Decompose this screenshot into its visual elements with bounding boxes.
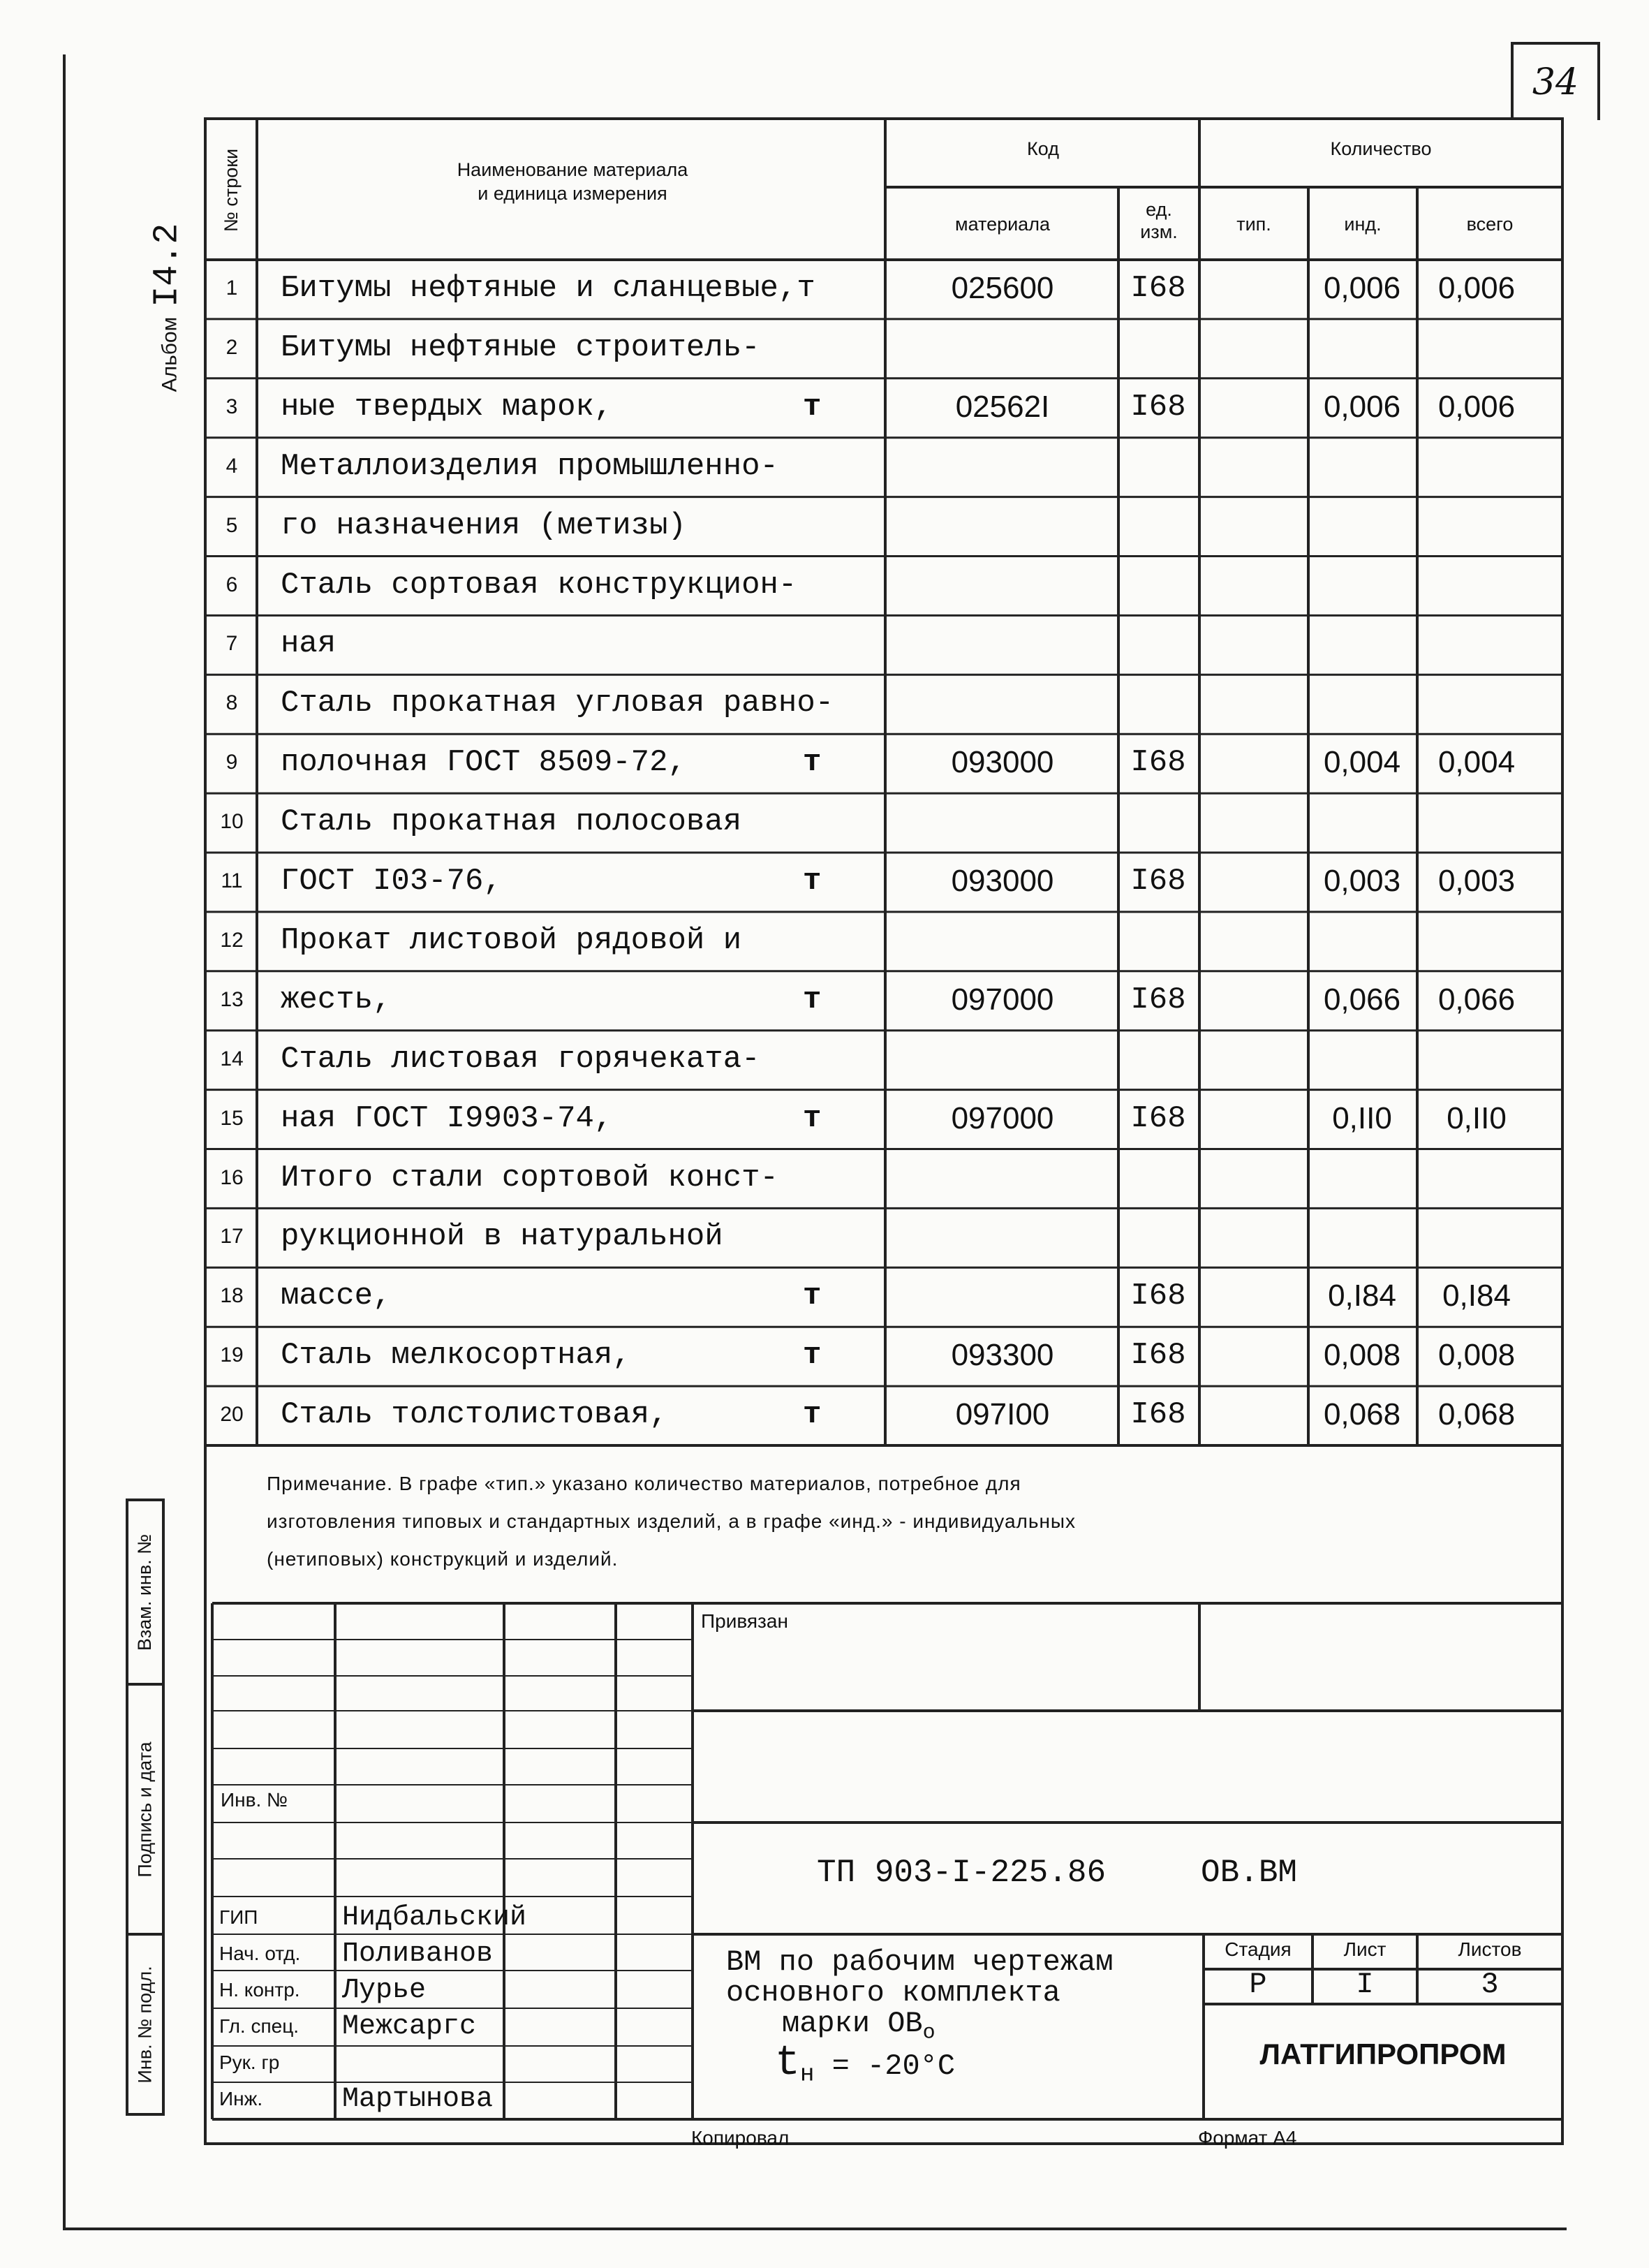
material-name: Битумы нефтяные и сланцевые,т [281, 271, 815, 306]
material-name: Сталь листовая горячеката- [281, 1041, 760, 1077]
material-unit: т [803, 982, 822, 1017]
staff-role: Гл. спец. [219, 2015, 300, 2037]
material-name: полочная ГОСТ 8509-72, [281, 745, 686, 781]
qty-ind: 0,006 [1323, 271, 1401, 305]
material-unit: т [803, 1279, 822, 1314]
material-code: 097000 [951, 1100, 1054, 1135]
qty-total: 0,004 [1437, 745, 1516, 780]
material-name: жесть, [281, 982, 392, 1017]
stamp-temp-symbol: t [775, 2040, 801, 2088]
row-number: 1 [225, 277, 238, 300]
side-label-vzam: Взам. инв. № [134, 1533, 156, 1651]
header-code-material: материала [955, 214, 1050, 235]
note-line-3: (нетиповых) конструкций и изделий. [267, 1548, 619, 1570]
qty-total: 0,I84 [1442, 1279, 1511, 1313]
qty-ind: 0,066 [1323, 982, 1401, 1017]
qty-ind: 0,006 [1323, 389, 1401, 424]
material-unit: т [803, 1338, 822, 1374]
material-name: Битумы нефтяные строитель- [281, 330, 760, 365]
qty-total: 0,003 [1437, 864, 1516, 898]
qty-ind: 0,008 [1323, 1338, 1401, 1373]
material-code: 093000 [951, 864, 1054, 898]
staff-role: ГИП [219, 1906, 258, 1928]
row-number: 17 [220, 1225, 244, 1249]
material-name: Сталь сортовая конструкцион- [281, 567, 797, 603]
material-code: 093300 [951, 1338, 1054, 1373]
stamp-sheets-label: Листов [1458, 1938, 1522, 1960]
footer-copied: Копировал [691, 2127, 790, 2149]
material-unit: т [803, 745, 822, 781]
row-number: 2 [225, 335, 238, 359]
stamp-sheets: 3 [1481, 1968, 1499, 2001]
unit-code: I68 [1130, 389, 1186, 425]
side-label-inv-podl: Инв. № подл. [134, 1965, 156, 2084]
header-qty-total: всего [1466, 214, 1514, 235]
note-line-1: Примечание. В графе «тип.» указано количество материалов, потребное для [267, 1473, 1021, 1494]
qty-ind: 0,068 [1323, 1397, 1401, 1432]
qty-total: 0,006 [1437, 271, 1516, 305]
header-name: Наименование материала и единица измерения [457, 159, 688, 204]
row-number: 7 [225, 632, 238, 656]
qty-total: 0,068 [1437, 1397, 1516, 1432]
material-name: Сталь прокатная полосовая [281, 804, 742, 840]
stamp-temp-value: = -20°С [814, 2049, 956, 2084]
row-number: 18 [220, 1284, 244, 1308]
stamp-title-sub: о [922, 2021, 936, 2045]
row-number: 8 [225, 691, 238, 715]
row-number: 11 [221, 869, 243, 892]
material-name: Сталь толстолистовая, [281, 1397, 668, 1433]
qty-total: 0,006 [1437, 389, 1516, 424]
row-number: 9 [225, 751, 238, 774]
header-qty-ind: инд. [1344, 214, 1382, 235]
page-number: 34 [1511, 42, 1600, 120]
note-line-2: изготовления типовых и стандартных изделий, а в графе «инд.» - индивидуальных [267, 1510, 1077, 1532]
stamp-sheet-label: Лист [1343, 1938, 1387, 1960]
row-number: 6 [225, 573, 238, 596]
stamp-sheet: I [1356, 1968, 1374, 2001]
material-name: Сталь прокатная угловая равно- [281, 686, 834, 721]
qty-total: 0,066 [1437, 982, 1516, 1017]
material-unit: т [803, 1397, 822, 1433]
material-code: 097000 [951, 982, 1054, 1017]
side-label-podpis: Подпись и дата [134, 1741, 156, 1878]
qty-ind: 0,II0 [1332, 1100, 1392, 1135]
header-qty-typ: тип. [1236, 214, 1271, 235]
qty-ind: 0,004 [1323, 745, 1401, 780]
material-name: ная [281, 626, 337, 662]
material-name: го назначения (метизы) [281, 508, 686, 543]
unit-code: I68 [1130, 1338, 1186, 1374]
row-number: 20 [220, 1403, 244, 1427]
material-name: массе, [281, 1279, 392, 1314]
row-number: 15 [220, 1106, 244, 1130]
stamp-privyazan: Привязан [701, 1610, 788, 1632]
stamp-title-line-2: основного комплекта [726, 1976, 1060, 2010]
header-code-group: Код [1027, 138, 1059, 159]
staff-role: Инж. [219, 2088, 263, 2109]
row-number: 16 [220, 1165, 244, 1189]
qty-ind: 0,003 [1323, 864, 1401, 898]
stamp-stage: Р [1249, 1968, 1267, 2001]
stamp-temp-sub: н [800, 2061, 815, 2089]
unit-code: I68 [1130, 864, 1186, 899]
stamp-stage-label: Стадия [1225, 1938, 1292, 1960]
row-number: 12 [220, 928, 244, 952]
row-number: 5 [225, 513, 238, 537]
footer-format: Формат А4 [1198, 2127, 1297, 2149]
staff-person: Нидбальский [342, 1902, 527, 1934]
staff-role: Н. контр. [219, 1979, 300, 2001]
row-number: 19 [220, 1343, 244, 1367]
material-unit: т [803, 1100, 822, 1136]
album-caption: Альбом [158, 316, 182, 392]
unit-code: I68 [1130, 1100, 1186, 1136]
row-number: 4 [225, 454, 238, 478]
material-unit: т [803, 389, 822, 425]
row-number: 14 [220, 1047, 244, 1070]
row-number: 3 [225, 395, 238, 418]
material-name: Итого стали сортовой конст- [281, 1160, 778, 1195]
unit-code: I68 [1130, 745, 1186, 781]
material-code: 02562I [955, 389, 1050, 424]
staff-person: Поливанов [342, 1938, 494, 1970]
qty-total: 0,008 [1437, 1338, 1516, 1373]
stamp-doc-code: ТП 903-I-225.86 [817, 1855, 1107, 1891]
stamp-inv-no: Инв. № [221, 1789, 288, 1811]
stamp-doc-mark: ОВ.ВМ [1201, 1855, 1298, 1891]
table-note [267, 1465, 1509, 1578]
unit-code: I68 [1130, 982, 1186, 1017]
qty-ind: 0,I84 [1328, 1279, 1396, 1313]
material-name: рукционной в натуральной [281, 1219, 723, 1255]
qty-total: 0,II0 [1447, 1100, 1507, 1135]
material-name: Сталь мелкосортная, [281, 1338, 631, 1374]
stamp-title [726, 1947, 1114, 2091]
staff-person: Мартынова [342, 2084, 494, 2115]
row-number: 13 [220, 987, 244, 1011]
material-name: Прокат листовой рядовой и [281, 922, 742, 958]
material-code: 025600 [951, 271, 1054, 305]
material-unit: т [803, 864, 822, 899]
header-code-unit: ед. изм. [1140, 199, 1178, 242]
material-name: ная ГОСТ I9903-74, [281, 1100, 613, 1136]
header-row-no: № строки [221, 148, 242, 232]
material-name: ные твердых марок, [281, 389, 613, 425]
material-name: Металлоизделия промышленно- [281, 448, 778, 484]
unit-code: I68 [1130, 271, 1186, 306]
header-qty-group: Количество [1330, 138, 1432, 159]
material-name: ГОСТ I03-76, [281, 864, 502, 899]
stamp-title-line-1: ВМ по рабочим чертежам [726, 1945, 1114, 1979]
unit-code: I68 [1130, 1397, 1186, 1433]
staff-person: Лурье [342, 1975, 427, 2006]
staff-person: Межсаргс [342, 2011, 477, 2042]
staff-role: Нач. отд. [219, 1943, 301, 1964]
row-number: 10 [220, 810, 244, 834]
staff-role: Рук. гр [219, 2052, 280, 2073]
stamp-title-line-3: марки ОВ [782, 2007, 923, 2040]
material-code: 097I00 [955, 1397, 1050, 1432]
unit-code: I68 [1130, 1279, 1186, 1314]
album-number: I4.2 [147, 223, 188, 307]
material-code: 093000 [951, 745, 1054, 780]
stamp-org: ЛАТГИПРОПРОМ [1259, 2038, 1507, 2070]
